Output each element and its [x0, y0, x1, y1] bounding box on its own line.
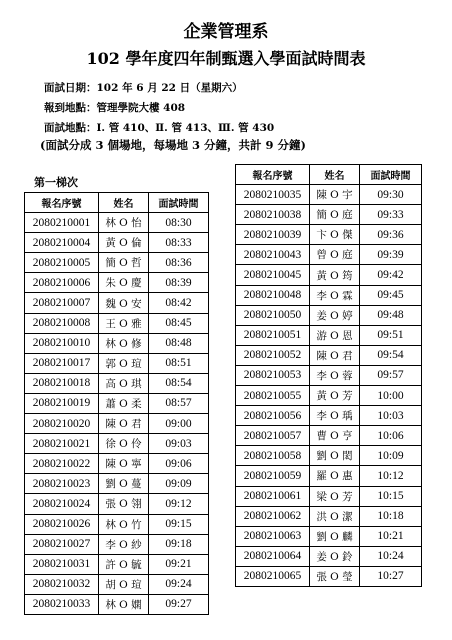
cell-id: 2080210031: [25, 554, 99, 574]
cell-id: 2080210061: [236, 486, 310, 506]
check-in-location: 報到地點：管理學院大樓 408: [44, 102, 186, 114]
cell-time: 09:36: [360, 225, 422, 245]
cell-name: 羅 O 惠: [310, 466, 360, 486]
table-row: [236, 506, 422, 526]
cell-time: 08:39: [149, 273, 209, 293]
cell-time: 10:18: [360, 506, 422, 526]
cell-id: 2080210032: [25, 574, 99, 594]
cell-time: 10:15: [360, 486, 422, 506]
header-id: 報名序號: [236, 165, 310, 185]
cell-id: 2080210017: [25, 353, 99, 373]
cell-name: 王 O 雅: [99, 313, 149, 333]
cell-time: 10:00: [360, 386, 422, 406]
cell-time: 09:30: [360, 185, 422, 205]
cell-id: 2080210059: [236, 466, 310, 486]
cell-time: 08:36: [149, 253, 209, 273]
cell-time: 09:00: [149, 414, 209, 434]
table-row: [25, 514, 209, 534]
cell-id: 2080210065: [236, 566, 310, 586]
table-row: [25, 414, 209, 434]
cell-time: 10:09: [360, 446, 422, 466]
table-row: [236, 225, 422, 245]
cell-id: 2080210053: [236, 365, 310, 385]
cell-name: 許 O 毓: [99, 554, 149, 574]
cell-name: 洪 O 潔: [310, 506, 360, 526]
cell-name: 李 O 瑀: [310, 406, 360, 426]
cell-name: 張 O 翎: [99, 494, 149, 514]
cell-time: 08:48: [149, 333, 209, 353]
cell-id: 2080210057: [236, 426, 310, 446]
cell-name: 劉 O 麟: [310, 526, 360, 546]
table-row: [236, 426, 422, 446]
table-row: [236, 386, 422, 406]
cell-name: 陳 O 君: [310, 345, 360, 365]
cell-name: 高 O 琪: [99, 373, 149, 393]
cell-name: 劉 O 閎: [310, 446, 360, 466]
cell-id: 2080210005: [25, 253, 99, 273]
cell-id: 2080210058: [236, 446, 310, 466]
cell-name: 魏 O 安: [99, 293, 149, 313]
table-row: [25, 313, 209, 333]
cell-time: 10:12: [360, 466, 422, 486]
cell-time: 09:24: [149, 574, 209, 594]
cell-name: 陳 O 寧: [99, 454, 149, 474]
cell-id: 2080210020: [25, 414, 99, 434]
cell-id: 2080210018: [25, 373, 99, 393]
header-id: 報名序號: [25, 193, 99, 213]
cell-name: 郭 O 瑄: [99, 353, 149, 373]
cell-name: 卞 O 傑: [310, 225, 360, 245]
schedule-table-right: [235, 164, 422, 587]
table-row: [25, 474, 209, 494]
cell-id: 2080210050: [236, 305, 310, 325]
cell-time: 08:30: [149, 213, 209, 233]
table-row: [25, 454, 209, 474]
table-row: [236, 285, 422, 305]
cell-id: 2080210019: [25, 393, 99, 413]
cell-name: 林 O 怡: [99, 213, 149, 233]
table-header-row: [236, 165, 422, 185]
cell-time: 09:03: [149, 434, 209, 454]
cell-id: 2080210052: [236, 345, 310, 365]
table-row: [236, 406, 422, 426]
interview-note: (面試分成 3 個場地，每場地 3 分鐘，共計 9 分鐘): [40, 138, 306, 152]
table-row: [25, 213, 209, 233]
table-header-row: [25, 193, 209, 213]
cell-name: 梁 O 芳: [310, 486, 360, 506]
cell-time: 09:18: [149, 534, 209, 554]
table-row: [25, 373, 209, 393]
table-row: [236, 566, 422, 586]
cell-id: 2080210007: [25, 293, 99, 313]
cell-id: 2080210035: [236, 185, 310, 205]
cell-name: 陳 O 宇: [310, 185, 360, 205]
cell-time: 10:21: [360, 526, 422, 546]
cell-name: 張 O 瑩: [310, 566, 360, 586]
table-row: [236, 466, 422, 486]
table-row: [25, 273, 209, 293]
table-row: [25, 534, 209, 554]
table-row: [236, 365, 422, 385]
cell-id: 2080210001: [25, 213, 99, 233]
table-row: [236, 526, 422, 546]
cell-time: 10:06: [360, 426, 422, 446]
cell-id: 2080210026: [25, 514, 99, 534]
cell-id: 2080210006: [25, 273, 99, 293]
cell-name: 胡 O 瑄: [99, 574, 149, 594]
cell-time: 09:33: [360, 205, 422, 225]
table-row: [25, 233, 209, 253]
cell-time: 09:15: [149, 514, 209, 534]
table-row: [25, 434, 209, 454]
table-row: [25, 333, 209, 353]
page-subtitle: 102 學年度四年制甄選入學面試時間表: [86, 49, 366, 68]
cell-id: 2080210024: [25, 494, 99, 514]
cell-time: 08:51: [149, 353, 209, 373]
cell-time: 10:24: [360, 546, 422, 566]
page-title: 企業管理系: [183, 22, 269, 42]
header-name: 姓名: [310, 165, 360, 185]
cell-id: 2080210056: [236, 406, 310, 426]
cell-id: 2080210023: [25, 474, 99, 494]
table-row: [236, 205, 422, 225]
group-label: 第一梯次: [34, 176, 78, 189]
table-row: [236, 546, 422, 566]
table-row: [25, 574, 209, 594]
interview-date: 面試日期：102 年 6 月 22 日（星期六）: [44, 82, 243, 94]
cell-name: 朱 O 慶: [99, 273, 149, 293]
cell-name: 姜 O 鈴: [310, 546, 360, 566]
table-row: [25, 494, 209, 514]
cell-time: 09:27: [149, 594, 209, 614]
table-row: [236, 486, 422, 506]
cell-id: 2080210027: [25, 534, 99, 554]
cell-name: 黃 O 筠: [310, 265, 360, 285]
cell-name: 蕭 O 柔: [99, 393, 149, 413]
header-time: 面試時間: [149, 193, 209, 213]
table-row: [25, 594, 209, 614]
cell-name: 陳 O 君: [99, 414, 149, 434]
table-row: [25, 353, 209, 373]
cell-name: 李 O 紗: [99, 534, 149, 554]
cell-name: 徐 O 伶: [99, 434, 149, 454]
table-row: [25, 554, 209, 574]
schedule-table-left: [24, 192, 209, 615]
cell-name: 簡 O 庭: [310, 205, 360, 225]
cell-id: 2080210051: [236, 325, 310, 345]
cell-name: 李 O 蓉: [310, 365, 360, 385]
cell-id: 2080210055: [236, 386, 310, 406]
cell-time: 10:03: [360, 406, 422, 426]
table-row: [25, 393, 209, 413]
table-row: [25, 253, 209, 273]
cell-name: 曾 O 庭: [310, 245, 360, 265]
cell-id: 2080210045: [236, 265, 310, 285]
table-row: [236, 265, 422, 285]
header-time: 面試時間: [360, 165, 422, 185]
cell-name: 曹 O 亨: [310, 426, 360, 446]
header-name: 姓名: [99, 193, 149, 213]
cell-time: 09:09: [149, 474, 209, 494]
cell-id: 2080210062: [236, 506, 310, 526]
cell-time: 09:48: [360, 305, 422, 325]
cell-time: 09:45: [360, 285, 422, 305]
cell-id: 2080210063: [236, 526, 310, 546]
cell-id: 2080210008: [25, 313, 99, 333]
cell-name: 黃 O 倫: [99, 233, 149, 253]
table-row: [236, 446, 422, 466]
cell-time: 09:39: [360, 245, 422, 265]
cell-time: 09:12: [149, 494, 209, 514]
cell-id: 2080210033: [25, 594, 99, 614]
cell-id: 2080210010: [25, 333, 99, 353]
cell-id: 2080210064: [236, 546, 310, 566]
cell-time: 09:42: [360, 265, 422, 285]
cell-time: 08:33: [149, 233, 209, 253]
cell-id: 2080210021: [25, 434, 99, 454]
cell-time: 08:42: [149, 293, 209, 313]
cell-time: 09:54: [360, 345, 422, 365]
table-row: [236, 305, 422, 325]
cell-id: 2080210022: [25, 454, 99, 474]
cell-id: 2080210038: [236, 205, 310, 225]
cell-id: 2080210039: [236, 225, 310, 245]
cell-time: 09:57: [360, 365, 422, 385]
cell-time: 09:21: [149, 554, 209, 574]
cell-time: 08:57: [149, 393, 209, 413]
cell-name: 林 O 修: [99, 333, 149, 353]
table-row: [25, 293, 209, 313]
cell-name: 黃 O 芳: [310, 386, 360, 406]
cell-time: 08:54: [149, 373, 209, 393]
cell-time: 09:06: [149, 454, 209, 474]
cell-name: 林 O 嫻: [99, 594, 149, 614]
cell-time: 08:45: [149, 313, 209, 333]
cell-id: 2080210043: [236, 245, 310, 265]
cell-name: 李 O 霖: [310, 285, 360, 305]
cell-name: 劉 O 蔓: [99, 474, 149, 494]
cell-name: 簡 O 哲: [99, 253, 149, 273]
cell-name: 姜 O 婷: [310, 305, 360, 325]
cell-id: 2080210004: [25, 233, 99, 253]
table-row: [236, 245, 422, 265]
table-row: [236, 325, 422, 345]
cell-name: 林 O 竹: [99, 514, 149, 534]
table-row: [236, 185, 422, 205]
cell-name: 游 O 恩: [310, 325, 360, 345]
cell-time: 10:27: [360, 566, 422, 586]
table-row: [236, 345, 422, 365]
cell-id: 2080210048: [236, 285, 310, 305]
cell-time: 09:51: [360, 325, 422, 345]
interview-rooms: 面試地點：Ⅰ. 管 410、Ⅱ. 管 413、Ⅲ. 管 430: [44, 122, 275, 134]
